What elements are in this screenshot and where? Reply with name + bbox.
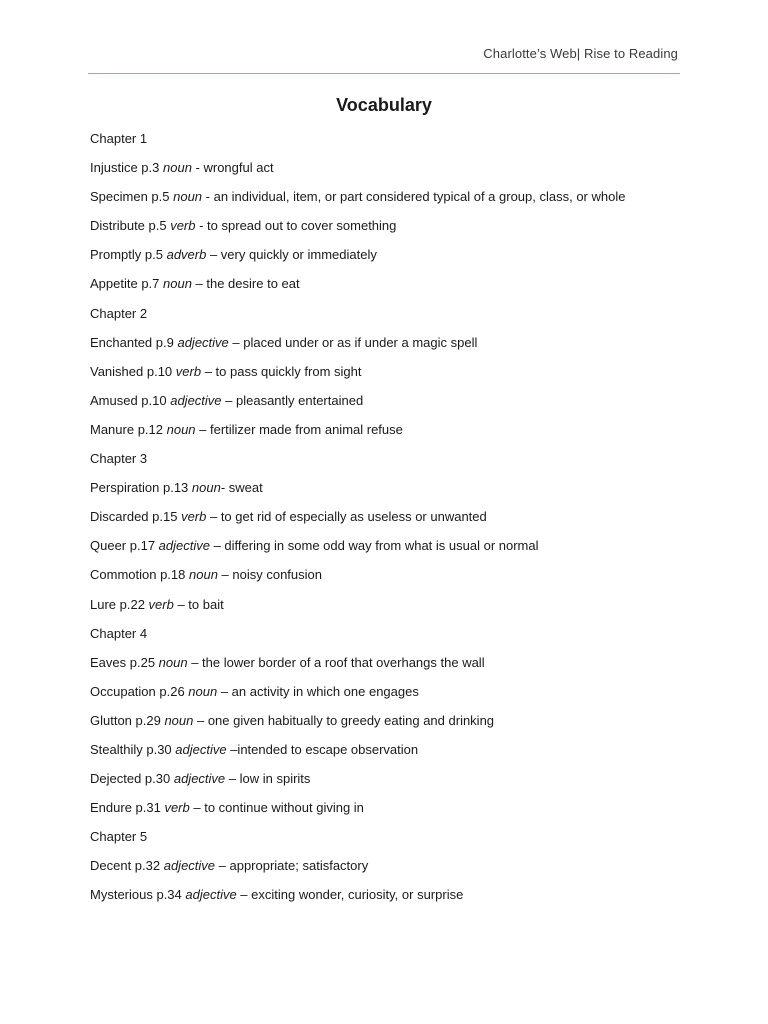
chapter-label: Chapter 3 [90, 451, 148, 467]
vocab-entry [90, 421, 690, 450]
vocab-definition: – exciting wonder, curiosity, or surprise [236, 887, 464, 903]
vocab-word: Amused p.10 [90, 392, 171, 408]
part-of-speech: adjective [158, 538, 210, 554]
part-of-speech: adverb [166, 247, 207, 263]
vocab-word: Injustice p.3 [90, 160, 163, 176]
vocab-definition: - sweat [220, 480, 263, 496]
vocab-entry [90, 886, 690, 915]
part-of-speech: noun [189, 567, 218, 583]
vocab-word: Perspiration p.13 [90, 480, 192, 496]
vocab-entry [90, 392, 690, 421]
vocab-entry [90, 683, 690, 712]
vocab-entry [90, 712, 690, 741]
vocab-definition: – pleasantly entertained [221, 392, 364, 408]
vocab-definition: – appropriate; satisfactory [215, 858, 369, 874]
vocab-entry [90, 159, 690, 188]
part-of-speech: noun [191, 480, 221, 496]
vocab-definition: – one given habitually to greedy eating and drinking [193, 712, 495, 728]
part-of-speech: verb [170, 218, 196, 234]
part-of-speech: adjective [175, 741, 227, 757]
part-of-speech: verb [164, 800, 190, 816]
vocab-entry [90, 246, 690, 275]
vocab-entry [90, 334, 690, 363]
vocab-definition: – the desire to eat [191, 276, 300, 292]
part-of-speech: adjective [163, 858, 216, 874]
vocab-word: Lure p.22 [90, 596, 149, 612]
vocab-definition: – to bait [173, 596, 224, 612]
chapter-label: Chapter 1 [90, 131, 148, 146]
part-of-speech: noun [164, 712, 194, 728]
vocab-definition: – very quickly or immediately [206, 247, 377, 263]
vocab-entry [90, 275, 690, 304]
part-of-speech: verb [175, 363, 202, 379]
part-of-speech: noun [173, 189, 203, 205]
vocab-word: Decent p.32 [90, 858, 164, 874]
part-of-speech: adjective [173, 771, 226, 787]
vocab-word: Distribute p.5 [90, 218, 171, 234]
vocab-definition: – placed under or as if under a magic spell [228, 334, 478, 350]
chapter-heading [90, 305, 690, 334]
vocab-word: Occupation p.26 [90, 683, 189, 699]
vocab-word: Appetite p.7 [90, 276, 163, 292]
part-of-speech: noun [163, 160, 192, 176]
vocab-definition: – differing in some odd way from what is usual or normal [209, 538, 539, 554]
vocab-entry [90, 217, 690, 246]
vocab-definition: – the lower border of a roof that overhangs the wall [187, 654, 485, 670]
vocabulary-list [90, 130, 690, 916]
vocab-word: Discarded p.15 [90, 509, 182, 525]
chapter-heading [90, 828, 690, 857]
chapter-label: Chapter 5 [90, 829, 148, 845]
chapter-label: Chapter 4 [90, 625, 148, 641]
part-of-speech: verb [181, 509, 207, 525]
vocab-definition: - wrongful act [191, 160, 274, 176]
vocab-entry [90, 741, 690, 770]
vocab-word: Manure p.12 [90, 421, 167, 437]
vocab-entry [90, 799, 690, 828]
vocab-definition: - an individual, item, or part considered typical of a group, class, or whole [202, 189, 626, 205]
part-of-speech: noun [166, 421, 196, 437]
chapter-label: Chapter 2 [90, 305, 148, 321]
vocab-word: Enchanted p.9 [90, 334, 178, 350]
vocab-word: Glutton p.29 [90, 712, 165, 728]
vocab-word: Promptly p.5 [90, 247, 167, 263]
vocab-definition: - to spread out to cover something [195, 218, 397, 234]
vocab-entry [90, 654, 690, 683]
vocab-entry [90, 770, 690, 799]
vocab-word: Mysterious p.34 [90, 887, 186, 903]
vocab-definition: – to get rid of especially as useless or unwanted [206, 509, 487, 525]
vocab-entry [90, 508, 690, 537]
part-of-speech: adjective [185, 887, 237, 903]
part-of-speech: noun [163, 276, 192, 292]
vocab-word: Queer p.17 [90, 538, 159, 554]
vocab-word: Eaves p.25 [90, 654, 159, 670]
vocab-word: Specimen p.5 [90, 189, 174, 205]
vocab-definition: – to continue without giving in [189, 800, 364, 816]
page-title: Vocabulary [336, 95, 432, 115]
header-divider [88, 73, 680, 74]
vocab-definition: – an activity in which one engages [217, 683, 419, 699]
vocab-entry [90, 479, 690, 508]
chapter-heading [90, 130, 690, 159]
part-of-speech: noun [188, 683, 218, 699]
vocab-entry [90, 566, 690, 595]
part-of-speech: adjective [170, 392, 222, 408]
vocab-entry [90, 188, 690, 217]
vocab-word: Dejected p.30 [90, 771, 174, 787]
vocab-entry [90, 857, 690, 886]
chapter-heading [90, 625, 690, 654]
vocab-definition: – fertilizer made from animal refuse [195, 421, 403, 437]
vocab-definition: – noisy confusion [217, 567, 322, 583]
vocab-entry [90, 596, 690, 625]
part-of-speech: adjective [177, 334, 229, 350]
vocab-word: Commotion p.18 [90, 567, 189, 583]
vocab-entry [90, 363, 690, 392]
vocab-definition: – low in spirits [225, 771, 311, 787]
chapter-heading [90, 450, 690, 479]
vocab-word: Stealthily p.30 [90, 741, 176, 757]
vocab-entry [90, 537, 690, 566]
vocab-definition: – to pass quickly from sight [201, 363, 362, 379]
part-of-speech: verb [148, 596, 174, 612]
part-of-speech: noun [158, 654, 188, 670]
vocab-word: Vanished p.10 [90, 363, 176, 379]
vocab-definition: –intended to escape observation [226, 741, 419, 757]
running-header: Charlotte’s Web| Rise to Reading [483, 46, 678, 61]
vocab-word: Endure p.31 [90, 800, 165, 816]
